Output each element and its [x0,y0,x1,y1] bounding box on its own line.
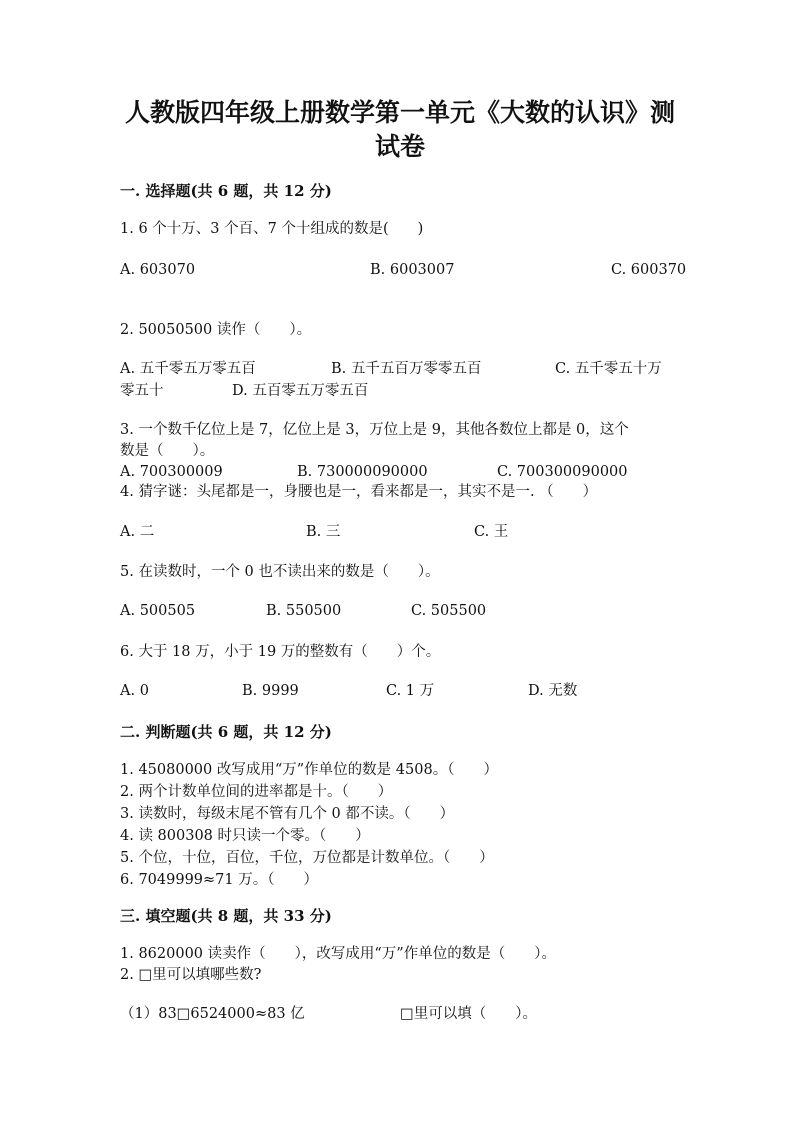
q6-option-d: D. 无数 [528,683,578,699]
q4-option-a: A. 二 [120,524,155,540]
q4-option-b: B. 三 [306,524,341,540]
q6-option-a: A. 0 [120,683,149,699]
q6-option-c: C. 1 万 [386,683,435,699]
section-fill-heading: 三. 填空题(共 8 题，共 33 分) [120,907,332,925]
fill-item-1: 1. 8620000 读卖作（ ），改写成用“万”作单位的数是（ ）。 [120,946,556,962]
question-1: 1. 6 个十万、3 个百、7 个十组成的数是( ) [120,221,424,237]
q3-option-a: A. 700300009 [120,464,223,480]
judge-item-5: 5. 个位，十位，百位，千位，万位都是计数单位。（ ） [120,850,494,866]
title-line-2: 试卷 [374,132,425,161]
judge-item-6: 6. 7049999≈71 万。（ ） [120,872,318,888]
q2-option-c-continued: 零五十 [120,383,164,399]
judge-item-4: 4. 读 800308 时只读一个零。（ ） [120,828,370,844]
q5-option-c: C. 505500 [411,603,487,619]
q2-option-a: A. 五千零五万零五百 [120,361,256,377]
fill-item-2-sub-1-answer: □里可以填（ ）。 [400,1006,537,1022]
section-choice-heading: 一. 选择题(共 6 题，共 12 分) [120,182,332,200]
section-judge-heading: 二. 判断题(共 6 题，共 12 分) [120,723,332,741]
judge-item-3: 3. 读数时，每级末尾不管有几个 0 都不读。（ ） [120,806,455,822]
question-4: 4. 猜字谜：头尾都是一，身腰也是一，看来都是一，其实不是一. （ ） [120,484,598,500]
q1-option-b: B. 6003007 [370,262,455,278]
q1-option-c: C. 600370 [611,262,687,278]
q2-option-b: B. 五千五百万零零五百 [331,361,482,377]
title-line-1: 人教版四年级上册数学第一单元《大数的认识》测 [124,98,675,127]
q2-option-c: C. 五千零五十万 [555,361,662,377]
q4-option-c: C. 王 [474,524,509,540]
question-6: 6. 大于 18 万，小于 19 万的整数有（ ）个。 [120,644,441,660]
page-title [100,96,700,164]
question-3-line-2: 数是（ ）。 [120,443,215,459]
q2-option-d: D. 五百零五万零五百 [232,383,369,399]
q1-option-a: A. 603070 [120,262,196,278]
question-3-line-1: 3. 一个数千亿位上是 7，亿位上是 3，万位上是 9，其他各数位上都是 0，这个 [120,422,629,438]
judge-item-1: 1. 45080000 改写成用“万”作单位的数是 4508。（ ） [120,762,498,778]
question-2: 2. 50050500 读作（ ）。 [120,322,312,338]
question-5: 5. 在读数时，一个 0 也不读出来的数是（ ）。 [120,564,440,580]
fill-item-2-sub-1: （1）83□6524000≈83 亿 [120,1006,305,1022]
q5-option-a: A. 500505 [120,603,196,619]
q3-option-b: B. 730000090000 [297,464,428,480]
fill-item-2: 2. □里可以填哪些数? [120,967,262,983]
q6-option-b: B. 9999 [242,683,299,699]
judge-item-2: 2. 两个计数单位间的进率都是十。（ ） [120,784,393,800]
q3-option-c: C. 700300090000 [497,464,628,480]
q5-option-b: B. 550500 [266,603,342,619]
